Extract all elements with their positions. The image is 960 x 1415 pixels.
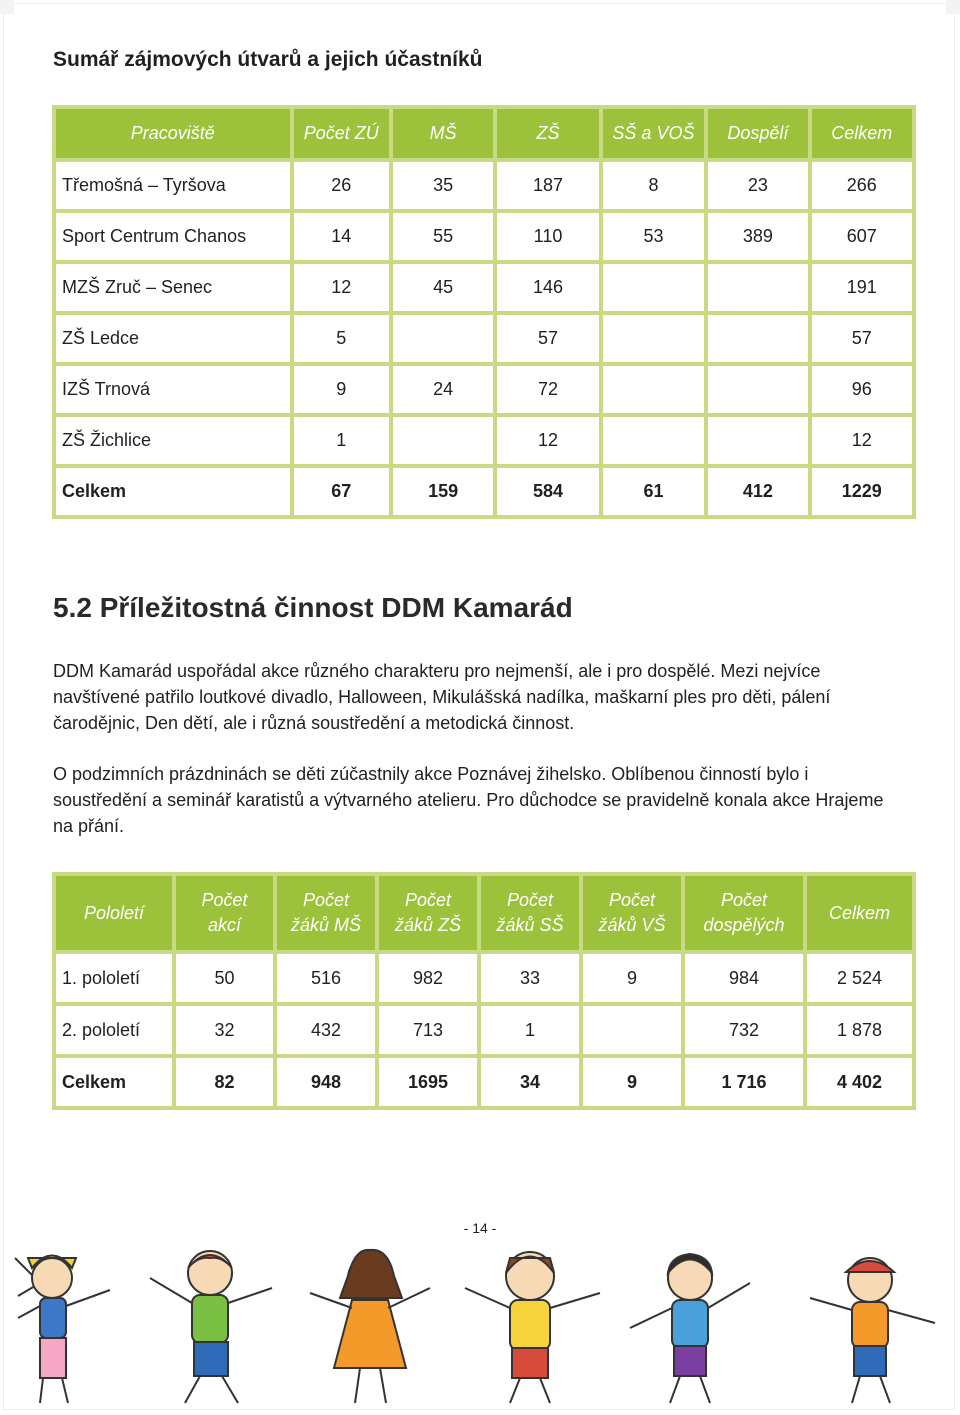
table-cell: 266: [812, 162, 912, 209]
header-line: Počet: [201, 890, 248, 910]
table-cell: 1695: [379, 1058, 477, 1106]
table-cell: 33: [481, 954, 579, 1002]
header-cell: [277, 876, 375, 950]
table-cell: 9: [294, 366, 389, 413]
table-cell: Sport Centrum Chanos: [56, 213, 290, 260]
table-cell: 110: [497, 213, 598, 260]
table-cell: 12: [497, 417, 598, 464]
summary-title: Sumář zájmových útvarů a jejich účastníků: [53, 48, 483, 71]
table-row: [56, 213, 912, 260]
table-cell: 159: [393, 468, 493, 515]
table-total-row: [56, 468, 912, 515]
header-line: žáků VŠ: [598, 915, 666, 935]
table-cell: 412: [708, 468, 807, 515]
table-cell: [603, 366, 704, 413]
table-cell: 55: [393, 213, 493, 260]
table-cell: 9: [583, 1058, 681, 1106]
table-cell: 2. pololetí: [56, 1006, 172, 1054]
header-line: žáků ZŠ: [394, 915, 462, 935]
page-corner: [0, 0, 14, 14]
table-cell: 1229: [812, 468, 912, 515]
table-cell: [393, 417, 493, 464]
table-cell: [708, 264, 807, 311]
table-cell: 191: [812, 264, 912, 311]
header-line: dospělých: [703, 915, 785, 935]
header-cell: SŠ a VOŠ: [603, 109, 704, 158]
page-number: - 14 -: [463, 1220, 497, 1236]
table-cell: 72: [497, 366, 598, 413]
table-row: [56, 315, 912, 362]
table-cell: 8: [603, 162, 704, 209]
table-cell: 12: [812, 417, 912, 464]
header-line: žáků MŠ: [290, 915, 362, 935]
header-cell: [481, 876, 579, 950]
table-cell: 516: [277, 954, 375, 1002]
summary-table: [52, 105, 916, 519]
kids-illustration: [10, 1238, 950, 1408]
table-cell: [708, 315, 807, 362]
table-cell: 24: [393, 366, 493, 413]
table-row: [56, 954, 912, 1002]
table-cell: ZŠ Ledce: [56, 315, 290, 362]
header-line: Počet: [404, 890, 452, 910]
table-cell: [393, 315, 493, 362]
section-paragraph: O podzimních prázdninách se děti zúčastnily akce Poznávej žihelsko. Oblíbenou činností bylo i soustředění a seminář karatistů a výtvarného atelieru. Pro důchodce se pravidelně konala akce Hrajeme na přání.: [53, 764, 884, 836]
table-cell: 1 716: [685, 1058, 803, 1106]
table-cell: 26: [294, 162, 389, 209]
table-cell: 34: [481, 1058, 579, 1106]
table-cell: 14: [294, 213, 389, 260]
table-row: [56, 417, 912, 464]
table-cell: 1: [294, 417, 389, 464]
table-cell: 146: [497, 264, 598, 311]
table-cell: 96: [812, 366, 912, 413]
table-total-row: [56, 1058, 912, 1106]
table-cell: 1: [481, 1006, 579, 1054]
table-cell: 1. pololetí: [56, 954, 172, 1002]
events-header-row: [56, 876, 912, 950]
table-cell: Třemošná – Tyršova: [56, 162, 290, 209]
table-cell: 4 402: [807, 1058, 912, 1106]
table-cell: 732: [685, 1006, 803, 1054]
table-cell: [603, 264, 704, 311]
table-cell: 50: [176, 954, 273, 1002]
header-cell: [685, 876, 803, 950]
table-cell: 187: [497, 162, 598, 209]
header-line: Počet: [506, 890, 554, 910]
header-cell: [176, 876, 273, 950]
table-cell: 984: [685, 954, 803, 1002]
table-cell: [708, 366, 807, 413]
table-row: [56, 366, 912, 413]
table-cell: Celkem: [56, 468, 290, 515]
header-line: Počet: [720, 890, 768, 910]
table-cell: 53: [603, 213, 704, 260]
table-cell: 607: [812, 213, 912, 260]
table-cell: ZŠ Žichlice: [56, 417, 290, 464]
table-cell: 61: [603, 468, 704, 515]
table-cell: 584: [497, 468, 598, 515]
header-line: Pololetí: [83, 902, 145, 923]
table-cell: 35: [393, 162, 493, 209]
table-row: [56, 162, 912, 209]
header-cell: [56, 876, 172, 950]
table-cell: 45: [393, 264, 493, 311]
header-line: Celkem: [828, 902, 890, 923]
table-cell: 1 878: [807, 1006, 912, 1054]
page-corner: [946, 0, 960, 14]
table-cell: 948: [277, 1058, 375, 1106]
table-cell: 57: [812, 315, 912, 362]
table-cell: 82: [176, 1058, 273, 1106]
header-line: Počet: [302, 890, 350, 910]
table-cell: 9: [583, 954, 681, 1002]
header-cell: Pracoviště: [56, 109, 290, 158]
table-cell: 12: [294, 264, 389, 311]
table-cell: Celkem: [56, 1058, 172, 1106]
table-cell: 32: [176, 1006, 273, 1054]
header-cell: ZŠ: [497, 109, 598, 158]
header-line: akcí: [207, 915, 241, 935]
table-cell: 389: [708, 213, 807, 260]
header-cell: [807, 876, 912, 950]
table-cell: MZŠ Zruč – Senec: [56, 264, 290, 311]
table-cell: IZŠ Trnová: [56, 366, 290, 413]
table-cell: 982: [379, 954, 477, 1002]
table-cell: 67: [294, 468, 389, 515]
table-cell: [583, 1006, 681, 1054]
table-row: [56, 1006, 912, 1054]
table-cell: 432: [277, 1006, 375, 1054]
table-cell: 713: [379, 1006, 477, 1054]
table-cell: 23: [708, 162, 807, 209]
table-cell: 2 524: [807, 954, 912, 1002]
section-title: 5.2 Příležitostná činnost DDM Kamarád: [53, 592, 573, 623]
table-cell: 57: [497, 315, 598, 362]
table-cell: 5: [294, 315, 389, 362]
events-table: [52, 872, 916, 1110]
table-row: [56, 264, 912, 311]
table-cell: [603, 417, 704, 464]
header-cell: [583, 876, 681, 950]
header-cell: Počet ZÚ: [294, 109, 389, 158]
header-cell: MŠ: [393, 109, 493, 158]
header-line: žáků SŠ: [496, 915, 564, 935]
table-cell: [708, 417, 807, 464]
table-cell: [603, 315, 704, 362]
summary-header-row: [56, 109, 912, 158]
header-cell: Celkem: [812, 109, 912, 158]
header-line: Počet: [608, 890, 656, 910]
section-paragraph: DDM Kamarád uspořádal akce různého charakteru pro nejmenší, ale i pro dospělé. Mezi nejvíce navštívené patřilo loutkové divadlo, Halloween, Mikulášská nadílka, maškarní ples pro děti, pálení čarodějnic, Den dětí, ale i různá soustředění a metodická činnost.: [53, 661, 831, 733]
header-cell: Dospělí: [708, 109, 807, 158]
header-cell: [379, 876, 477, 950]
